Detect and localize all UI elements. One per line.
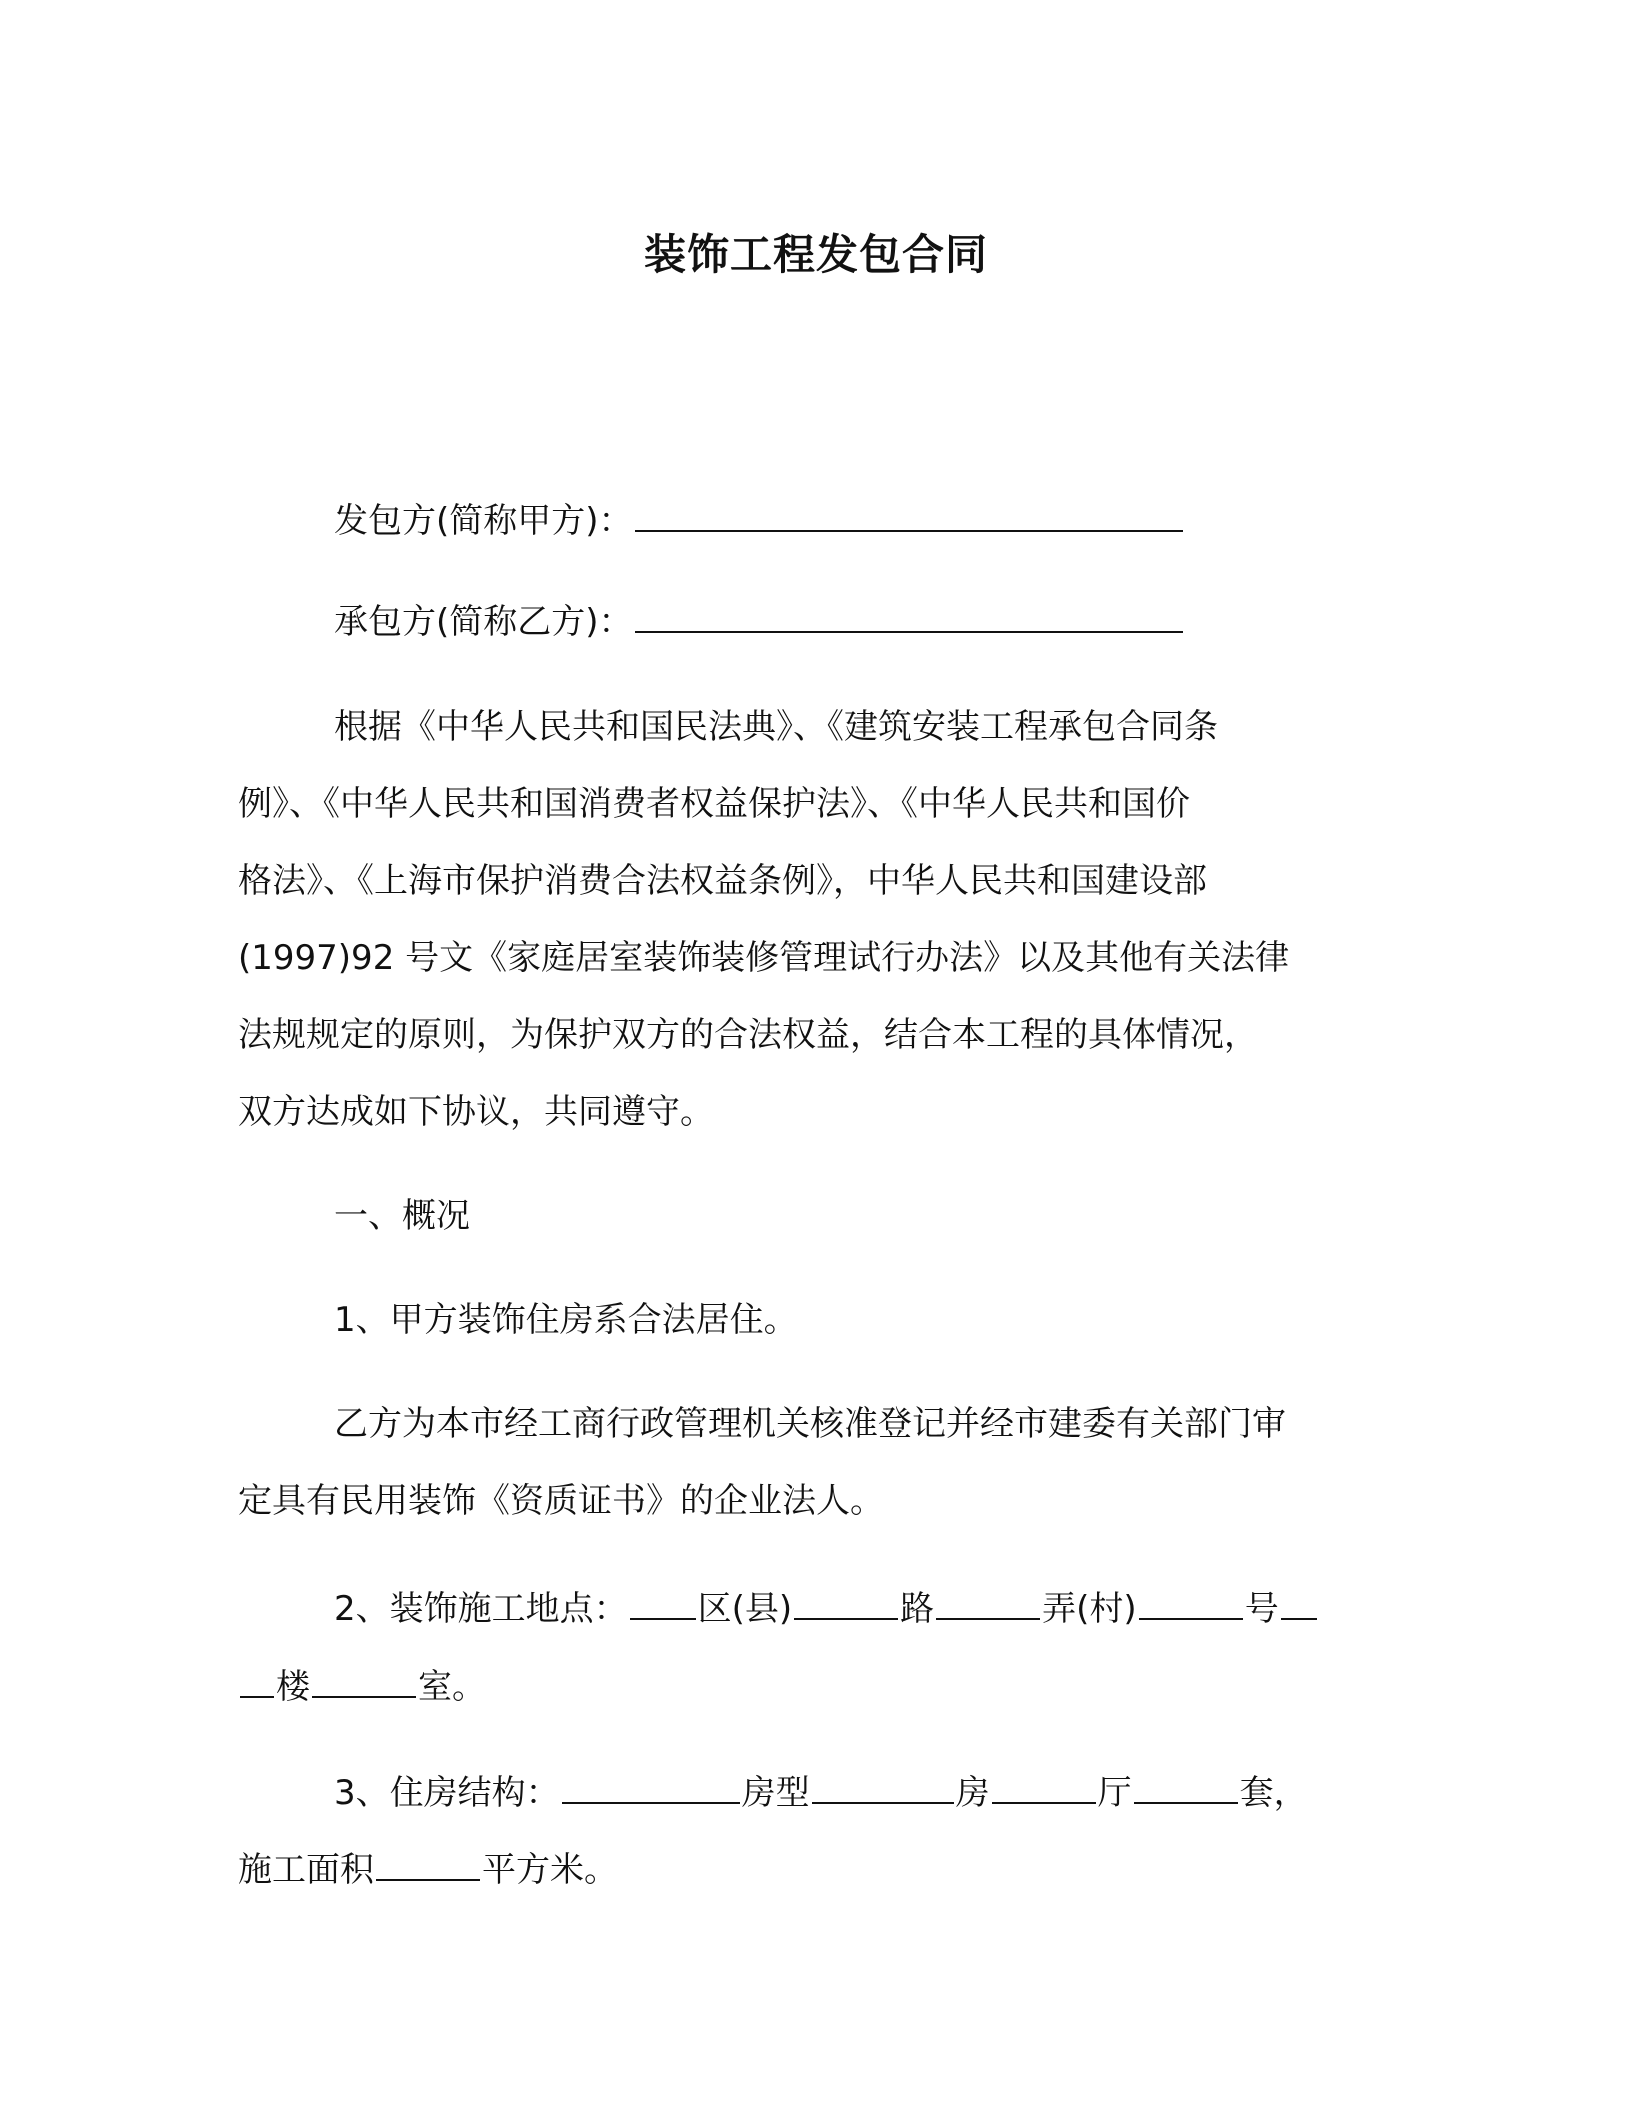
preamble-line: 例》、《中华人民共和国消费者权益保护法》、《中华人民共和国价 — [238, 784, 1190, 824]
party-a-label: 发包方(简称甲方)： — [334, 501, 633, 541]
lane-blank[interactable] — [936, 1584, 1040, 1620]
preamble-line: (1997)92 号文《家庭居室装饰装修管理试行办法》以及其他有关法律 — [238, 938, 1290, 978]
clause-1-cont-line: 定具有民用装饰《资质证书》的企业法人。 — [238, 1481, 884, 1521]
room-label: 室。 — [418, 1667, 486, 1707]
preamble-line: 根据《中华人民共和国民法典》、《建筑安装工程承包合同条 — [334, 707, 1218, 747]
rooms-blank[interactable] — [992, 1768, 1096, 1804]
preamble-line: 法规规定的原则，为保护双方的合法权益，结合本工程的具体情况， — [238, 1015, 1258, 1055]
number-blank[interactable] — [1139, 1584, 1243, 1620]
clause-3-line-cont — [238, 1845, 1378, 1892]
road-blank[interactable] — [794, 1584, 898, 1620]
clause-2-line — [334, 1584, 1378, 1631]
clause-3-line — [334, 1768, 1378, 1815]
area-blank[interactable] — [376, 1845, 480, 1881]
building-label: 楼 — [276, 1667, 310, 1707]
district-blank[interactable] — [630, 1584, 696, 1620]
halls-blank[interactable] — [1134, 1768, 1238, 1804]
party-a-line — [334, 496, 1378, 543]
halls-label: 厅 — [1097, 1773, 1132, 1813]
road-label: 路 — [900, 1589, 935, 1629]
building-blank-start[interactable] — [1281, 1584, 1317, 1620]
area-unit: 平方米。 — [482, 1850, 618, 1890]
district-label: 区(县) — [697, 1589, 793, 1629]
clause-2-prefix: 2、装饰施工地点： — [334, 1589, 628, 1629]
section-heading: 一、概况 — [334, 1196, 470, 1236]
building-blank-end[interactable] — [240, 1662, 274, 1698]
document-title: 装饰工程发包合同 — [643, 230, 988, 279]
party-b-label: 承包方(简称乙方)： — [334, 602, 633, 642]
clause-3-prefix: 3、住房结构： — [334, 1773, 560, 1813]
room-blank[interactable] — [312, 1662, 416, 1698]
lane-label: 弄(村) — [1042, 1589, 1137, 1629]
preamble-line: 双方达成如下协议，共同遵守。 — [238, 1092, 714, 1132]
party-a-blank[interactable] — [635, 496, 1183, 532]
structure-blank[interactable] — [562, 1768, 740, 1804]
party-b-line — [334, 597, 1378, 644]
type-label: 房型 — [741, 1773, 810, 1813]
party-b-blank[interactable] — [635, 597, 1183, 633]
rooms-label: 房 — [955, 1773, 990, 1813]
area-label: 施工面积 — [238, 1850, 374, 1890]
clause-1-cont-line: 乙方为本市经工商行政管理机关核准登记并经市建委有关部门审 — [334, 1404, 1286, 1444]
clause-1: 1、甲方装饰住房系合法居住。 — [334, 1300, 798, 1340]
clause-2-line-cont — [238, 1662, 1378, 1709]
type-blank[interactable] — [812, 1768, 954, 1804]
preamble-line: 格法》、《上海市保护消费合法权益条例》，中华人民共和国建设部 — [238, 861, 1207, 901]
number-label: 号 — [1244, 1589, 1279, 1629]
sets-label: 套， — [1239, 1773, 1308, 1813]
